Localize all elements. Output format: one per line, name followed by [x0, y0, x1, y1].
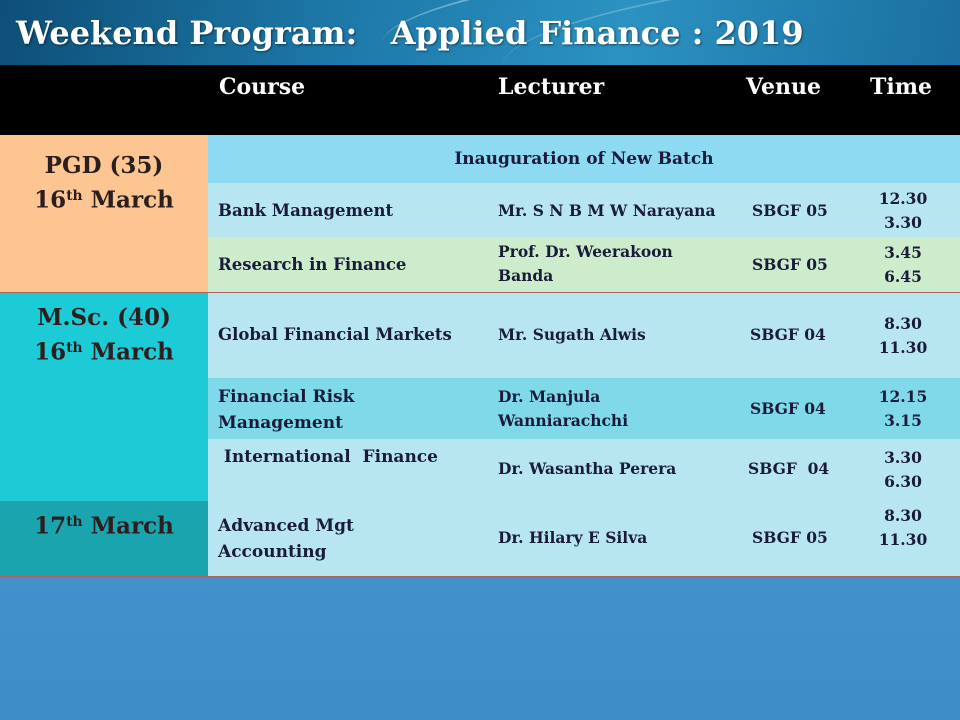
venue: SBGF 05 [752, 201, 828, 220]
time-range [863, 446, 943, 494]
time-range [863, 187, 943, 235]
group-msc-label [0, 302, 208, 368]
time-end: 3.15 [884, 411, 922, 430]
venue: SBGF 04 [750, 325, 826, 344]
time-start: 8.30 [884, 506, 922, 525]
time-end: 3.30 [884, 213, 922, 232]
venue: SBGF 05 [752, 528, 828, 547]
header-course: Course [219, 74, 306, 100]
header-venue: Venue [746, 74, 822, 100]
lecturer-name: Mr. Sugath Alwis [498, 325, 646, 344]
group-pgd-label [0, 150, 208, 216]
time-range [863, 241, 943, 289]
group-msc-date: 16th March [34, 338, 174, 366]
time-start: 3.45 [884, 243, 922, 262]
course-name: Financial Risk Management [218, 387, 355, 433]
lecturer-name: Dr. Hilary E Silva [498, 528, 648, 547]
time-end: 11.30 [878, 338, 928, 357]
row-divider [0, 576, 960, 577]
group-pgd-date: 16th March [34, 186, 174, 214]
time-range [863, 385, 943, 433]
venue: SBGF 04 [750, 399, 826, 418]
group-17-march-label [0, 507, 208, 542]
time-end: 11.30 [878, 530, 928, 549]
time-range [863, 312, 943, 360]
inauguration-text: Inauguration of New Batch [454, 149, 714, 169]
page-title: Weekend Program: Applied Finance : 2019 [16, 14, 804, 52]
course-name: Advanced Mgt Accounting [218, 516, 354, 562]
venue: SBGF 04 [748, 459, 830, 478]
header-time: Time [870, 74, 933, 100]
group-msc-title: M.Sc. (40) [37, 304, 171, 331]
row-divider [0, 292, 960, 293]
course-name: Global Financial Markets [218, 325, 452, 344]
time-range [863, 504, 943, 552]
group-17-march-date: 17th March [34, 512, 174, 540]
time-start: 12.15 [878, 387, 928, 406]
lecturer-name: Prof. Dr. Weerakoon Banda [498, 242, 673, 285]
time-end: 6.30 [884, 472, 922, 491]
header-lecturer: Lecturer [498, 74, 605, 100]
time-start: 8.30 [884, 314, 922, 333]
time-end: 6.45 [884, 267, 922, 286]
lecturer-name: Mr. S N B M W Narayana [498, 201, 716, 220]
venue: SBGF 05 [752, 255, 828, 274]
course-name: Bank Management [218, 201, 394, 220]
time-start: 12.30 [878, 189, 928, 208]
group-pgd-title: PGD (35) [44, 152, 164, 179]
course-name: Research in Finance [218, 255, 407, 274]
lecturer-name: Dr. Manjula Wanniarachchi [498, 387, 629, 430]
course-name: International Finance [218, 447, 438, 467]
lecturer-name: Dr. Wasantha Perera [498, 459, 677, 478]
time-start: 3.30 [884, 448, 922, 467]
